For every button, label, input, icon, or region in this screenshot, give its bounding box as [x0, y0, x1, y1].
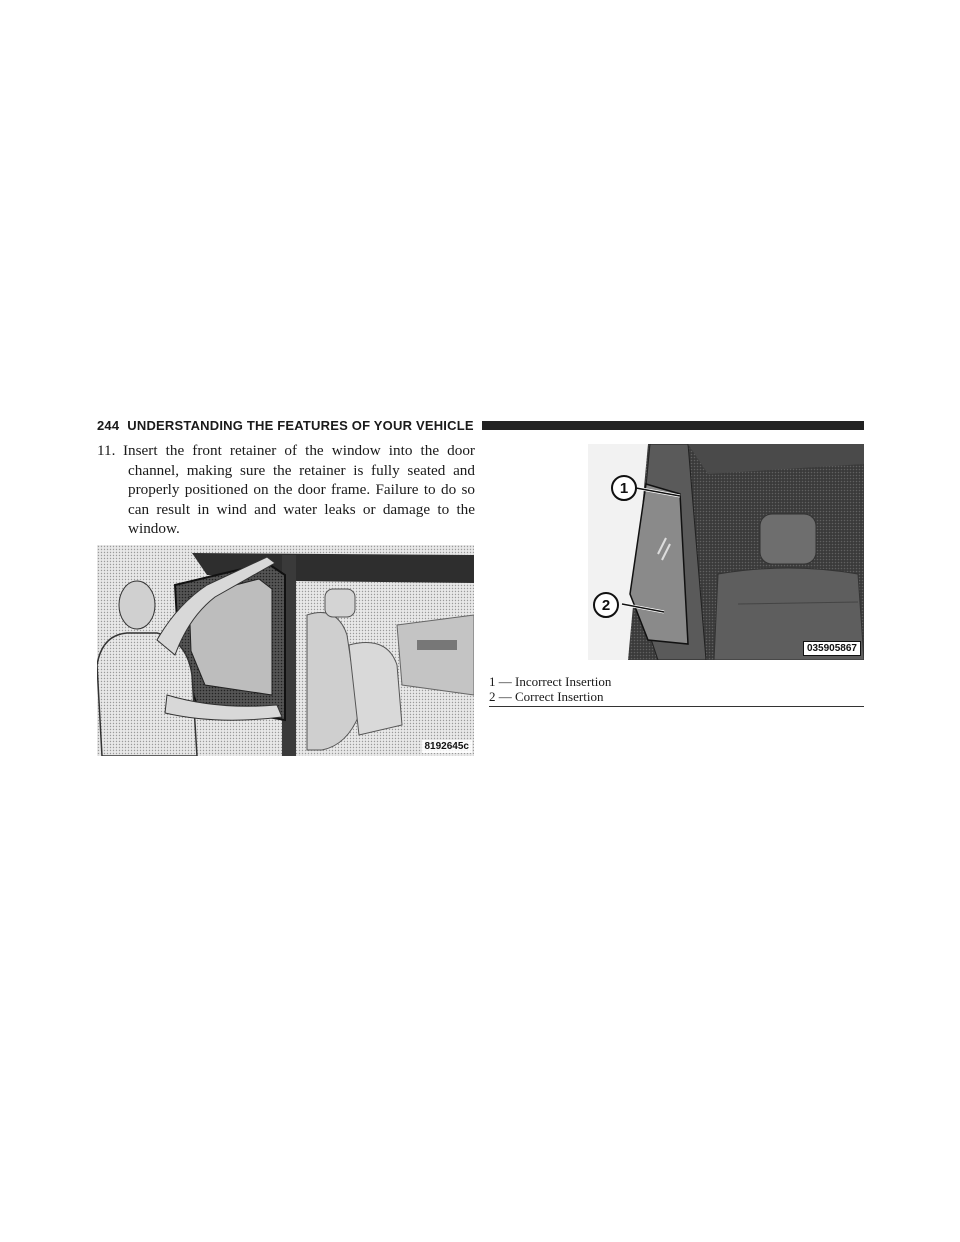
- caption-rule: [489, 706, 864, 707]
- step-number: 11.: [97, 442, 116, 459]
- callout-2: 2: [593, 592, 619, 618]
- figure-caption: [489, 674, 864, 704]
- figure-code: 8192645c: [422, 740, 473, 753]
- illustration-person-installing-window: [97, 545, 474, 756]
- figure-window-install: [97, 545, 474, 756]
- step-text: Insert the front retainer of the window into the door channel, making sure the retainer is fully seated and properly positioned on the door frame. Failure to do so can result in wind and water leaks or damage to the window.: [123, 442, 475, 538]
- page-number: 244: [97, 417, 120, 433]
- callout-1: 1: [611, 475, 637, 501]
- figure-code-2: 035905867: [803, 641, 861, 656]
- section-title: UNDERSTANDING THE FEATURES OF YOUR VEHICLE: [127, 417, 474, 433]
- caption-item-incorrect: 1 — Incorrect Insertion: [489, 674, 612, 689]
- header-rule: [482, 421, 864, 430]
- caption-item-correct: 2 — Correct Insertion: [489, 689, 604, 704]
- page-header: [97, 416, 864, 434]
- instruction-step: [97, 441, 475, 539]
